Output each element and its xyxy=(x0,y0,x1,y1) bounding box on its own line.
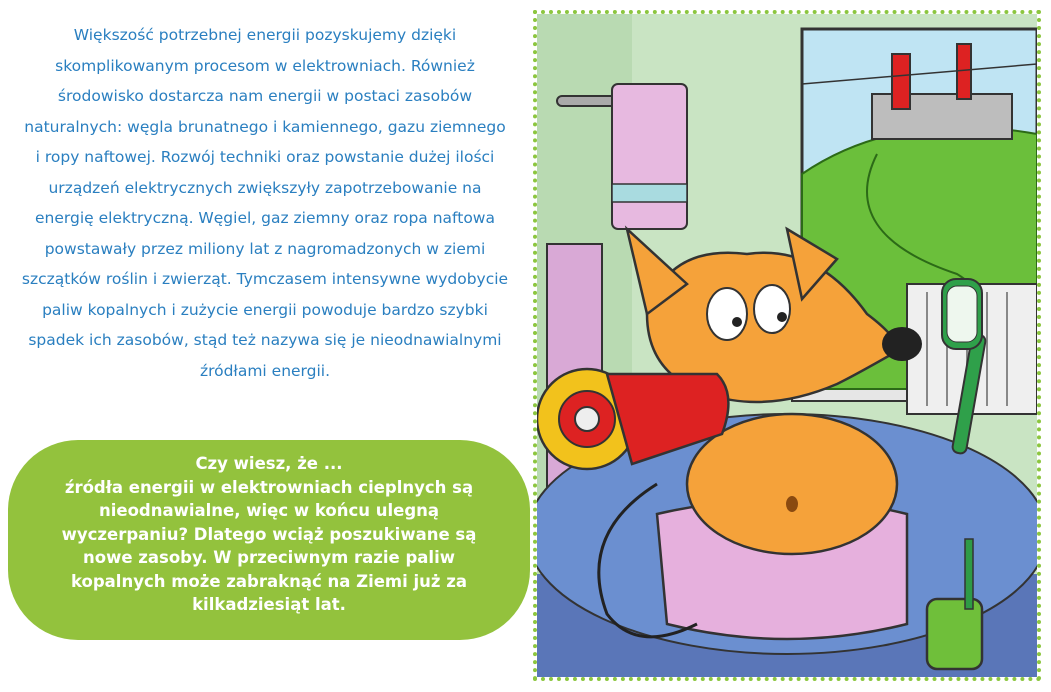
fox-nose xyxy=(882,327,922,361)
info-box-body: źródła energii w elektrowniach cieplnych są nieodnawialne, więc w końcu ulegną wyczerpaniu? Dlatego wciąż poszukiwane są nowe zasoby. W przeciwnym razie paliw kopalnych może zabraknąć na Ziemi już za kilkadziesiąt lat. xyxy=(61,477,477,614)
hair-dryer-center xyxy=(575,407,599,431)
info-box-title: Czy wiesz, że ... xyxy=(195,454,343,473)
towel-stripe xyxy=(612,184,687,202)
chimney-right xyxy=(957,44,971,99)
chimney-left xyxy=(892,54,910,109)
info-box xyxy=(8,440,530,640)
main-text xyxy=(20,20,510,386)
main-paragraph: Większość potrzebnej energii pozyskujemy dzięki skomplikowanym procesom w elektrowniach. Również środowisko dostarcza nam energii w postaci zasobów naturalnych: węgla brunatnego i kamiennego, gazu ziemnego i ropy naftowej. Rozwój techniki oraz powstanie dużej ilości urządzeń elektrycznych zwiększyły zapotrzebowanie na energię elektryczną. Węgiel, gaz ziemny oraz ropa naftowa powstawały przez miliony lat z nagromadzonych w ziemi szczątków roślin i zwierząt. Tymczasem intensywne wydobycie paliw kopalnych i zużycie energii powoduje bardzo szybki spadek ich zasobów, stąd też nazywa się je nieodnawialnymi źródłami energii. xyxy=(21,26,509,380)
fox-eye-right xyxy=(754,285,790,333)
fox-navel xyxy=(786,496,798,512)
bathroom-scene xyxy=(537,14,1037,677)
cartoon-illustration xyxy=(533,10,1041,681)
fox-pupil-left xyxy=(732,317,742,327)
fox-eye-left xyxy=(707,288,747,340)
toothbrush xyxy=(965,539,973,609)
hairbrush-bristles xyxy=(947,286,977,342)
fox-pupil-right xyxy=(777,312,787,322)
pink-towel xyxy=(612,84,687,229)
